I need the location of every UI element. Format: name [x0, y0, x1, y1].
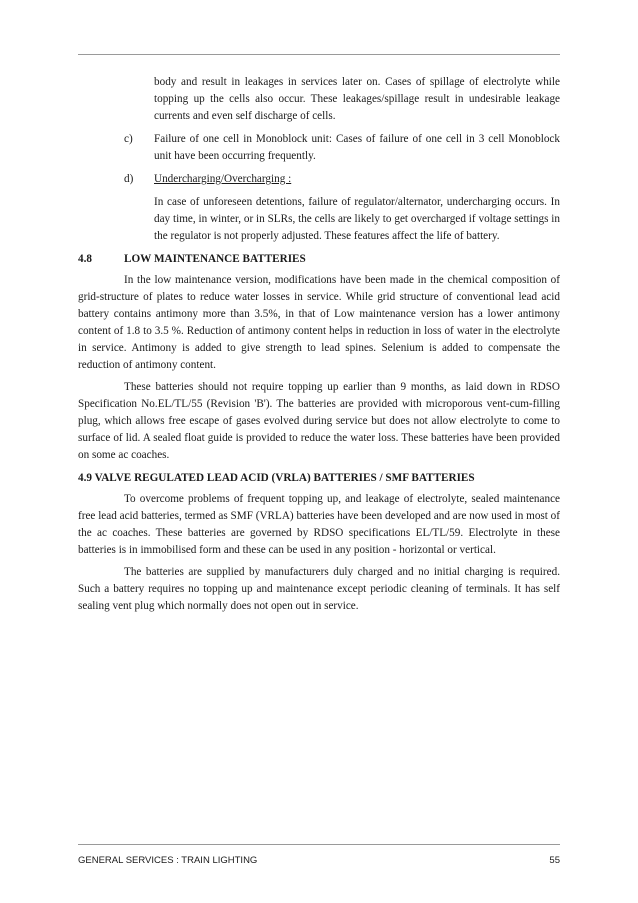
section-title: 4.9 VALVE REGULATED LEAD ACID (VRLA) BATTERIES / SMF BATTERIES: [78, 472, 475, 484]
list-label: c): [124, 133, 133, 145]
list-item-c: [78, 131, 560, 165]
section-heading-4-8: [78, 251, 560, 268]
paragraph: To overcome problems of frequent topping up, and leakage of electrolyte, sealed maintenance free lead acid batteries, termed as SMF (VRLA) batteries have been developed and are now used in most of the ac coaches. These batteries are governed by RDSO specifications EL/TL/59. Electrolyte in these batteries is in immobilised form and these can be used in any position - horizontal or vertical.: [78, 493, 560, 556]
list-item-title: Undercharging/Overcharging :: [154, 173, 292, 185]
header-rule: [78, 54, 560, 55]
paragraph: In the low maintenance version, modifications have been made in the chemical composition of grid-structure of plates to reduce water losses in service. While grid structure of conventional lead acid battery contains antimony more than 3.5%, in that of Low maintenance version has a lower antimony content of 1.8 to 3.5 %. Reduction of antimony content helps in reduction in loss of water in the electrolyte in service. Antimony is added to give strength to lead spines. Selenium is added to compensate the reduction of antimony content.: [78, 274, 560, 371]
page-content: [78, 74, 560, 615]
section-heading-4-9: [78, 470, 560, 487]
list-label: d): [124, 173, 134, 185]
page-footer: [78, 852, 560, 869]
list-item-text: Failure of one cell in Monoblock unit: Cases of failure of one cell in 3 cell Monoblock unit have been occurring frequently.: [154, 133, 560, 162]
paragraph: These batteries should not require topping up earlier than 9 months, as laid down in RDSO Specification No.EL/TL/55 (Revision 'B'). The batteries are provided with microporous vent-cum-filling plug, which allows free escape of gases evolved during service but does not allow electrolyte to come to surface of lid. A sealed float guide is provided to reduce the water loss. These batteries have been provided on some ac coaches.: [78, 381, 560, 461]
page-number: 55: [549, 855, 560, 866]
list-item-d-text: In case of unforeseen detentions, failure of regulator/alternator, undercharging occurs. In day time, in winter, or in SLRs, the cells are likely to get overcharged if voltage settings in the regulator is not properly adjusted. These features affect the life of battery.: [154, 196, 560, 242]
footer-title: GENERAL SERVICES : TRAIN LIGHTING: [78, 855, 258, 866]
section-title: LOW MAINTENANCE BATTERIES: [124, 253, 306, 265]
list-item-d: [78, 171, 560, 188]
section-number: 4.8: [78, 253, 92, 265]
paragraph: The batteries are supplied by manufacturers duly charged and no initial charging is required. Such a battery requires no topping up and maintenance except periodic cleaning of terminals. It has self sealing vent plug which normally does not open out in service.: [78, 566, 560, 612]
footer-rule: [78, 844, 560, 845]
continuation-text: body and result in leakages in services later on. Cases of spillage of electrolyte while topping up the cells also occur. These leakages/spillage result in undesirable leakage currents and even self discharge of cells.: [154, 76, 560, 122]
